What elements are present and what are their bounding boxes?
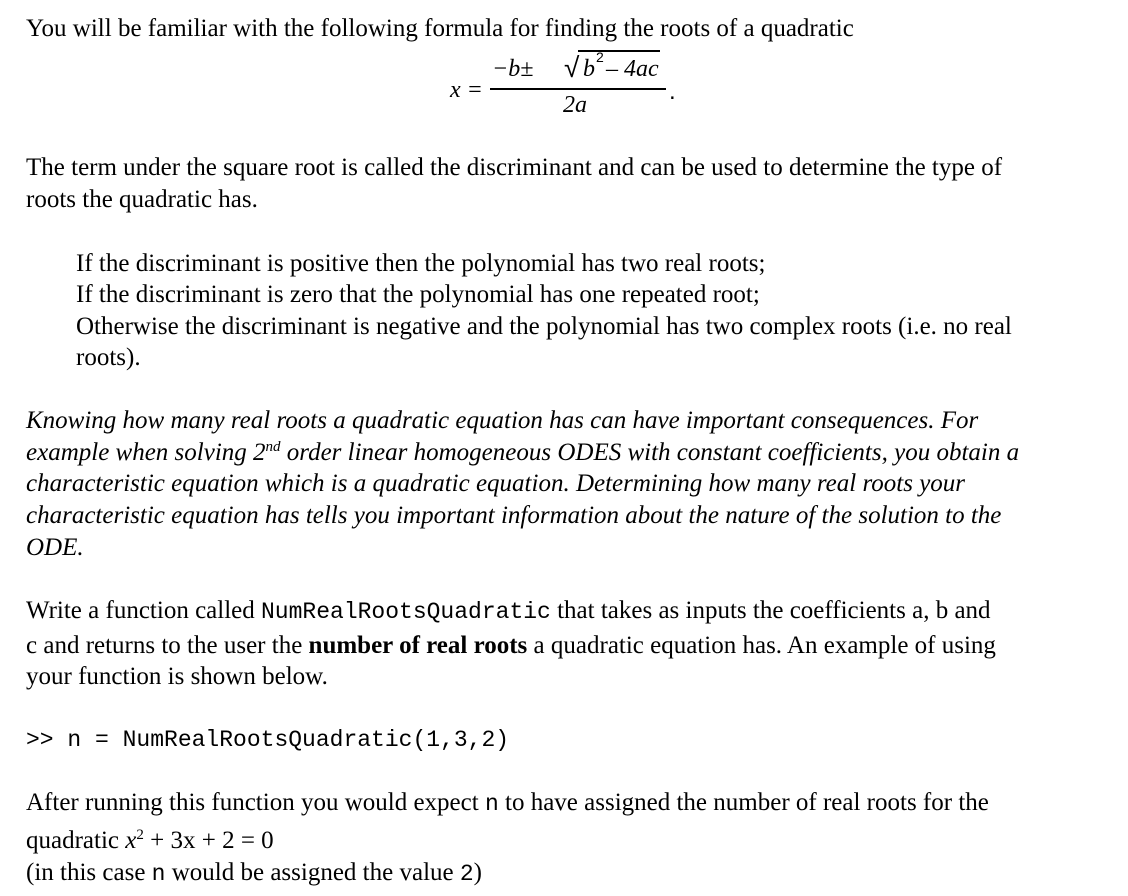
after-line1: After running this function you would expect n to have assigned the number of real roots for the [26, 789, 989, 817]
formula-b: b [583, 56, 595, 82]
formula-num-prefix: −b± [492, 56, 534, 82]
sqrt-overline [578, 50, 660, 52]
sqrt-sign: √ [564, 52, 580, 83]
formula-minus-4ac: – 4ac [606, 56, 659, 82]
task-line2: c and returns to the user the number of real roots a quadratic equation has. An example of using [26, 632, 996, 659]
case-zero: If the discriminant is zero that the polynomial has one repeated root; [76, 281, 760, 308]
italic-line1: Knowing how many real roots a quadratic equation has can have important consequences. For [26, 407, 979, 434]
task-line3: your function is shown below. [26, 663, 328, 690]
value-two: 2 [459, 861, 474, 887]
fraction-bar [490, 88, 666, 90]
after-line2: quadratic $x^2 + 3x + 2 = 0$ [26, 827, 274, 854]
italic-line2: example when solving 2nd order linear homogeneous ODES with constant coefficients, you obtain a [26, 439, 1020, 466]
after-line3: (in this case n would be assigned the value 2) [26, 859, 482, 887]
formula-period: . [669, 78, 676, 105]
italic-line4: characteristic equation has tells you important information about the nature of the solution to the [26, 502, 1002, 529]
para1-line1: The term under the square root is called the discriminant and can be used to determine the type of [26, 154, 1003, 181]
bold-phrase: number of real roots [308, 632, 528, 659]
eq-rest: + 3x + 2 = 0 [143, 827, 274, 854]
italic-line3: characteristic equation which is a quadratic equation. Determining how many real roots your [26, 470, 966, 497]
task-line1: Write a function called NumRealRootsQuadratic that takes as inputs the coefficients a, b and [26, 597, 991, 625]
formula-exp: 2 [596, 49, 604, 65]
ordinal-sup: nd [265, 439, 281, 455]
case-negative: Otherwise the discriminant is negative and the polynomial has two complex roots (i.e. no real [76, 313, 1012, 340]
italic-line5: ODE. [26, 534, 84, 561]
eq-exp: 2 [136, 827, 144, 843]
para1-line2: roots the quadratic has. [26, 186, 258, 213]
formula-den: 2a [563, 92, 587, 118]
var-n-2: n [151, 861, 166, 887]
eq-x: x [125, 827, 137, 854]
case-positive: If the discriminant is positive then the polynomial has two real roots; [76, 250, 766, 277]
intro-text: You will be familiar with the following formula for finding the roots of a quadratic [26, 15, 854, 42]
formula-lhs: x = [450, 77, 483, 103]
code-example: >> n = NumRealRootsQuadratic(1,3,2) [26, 727, 510, 753]
var-n: n [484, 791, 499, 817]
case-negative-cont: roots). [76, 344, 141, 371]
function-name: NumRealRootsQuadratic [261, 599, 551, 625]
